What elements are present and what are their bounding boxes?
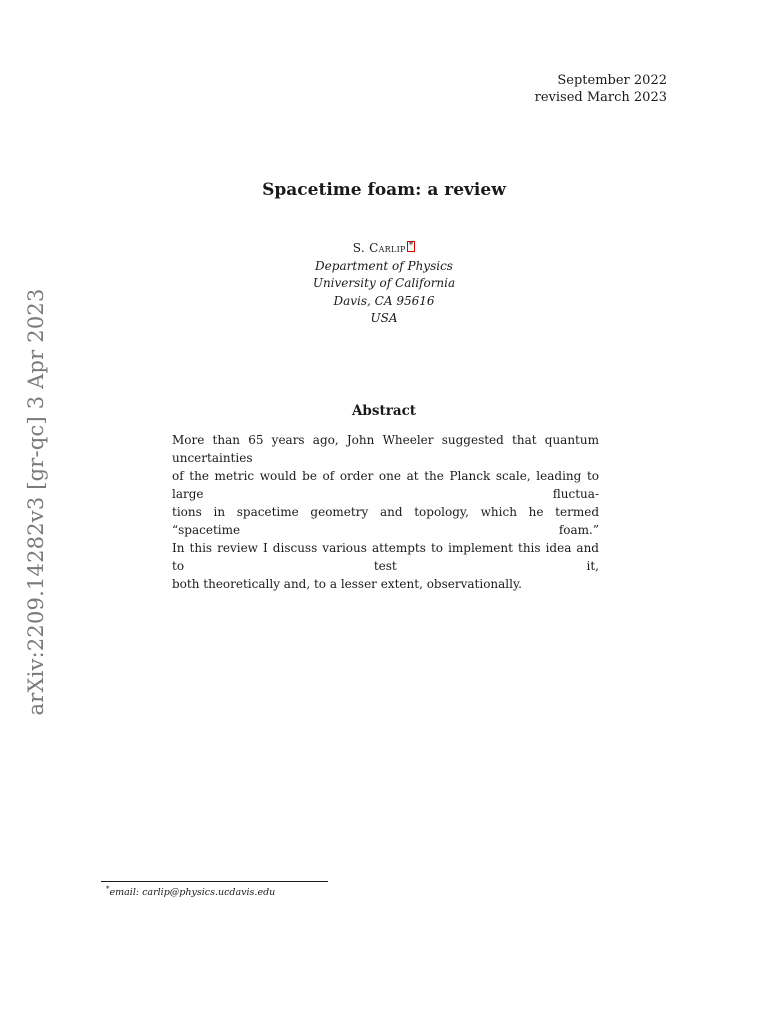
affiliation-city: Davis, CA 95616	[333, 293, 435, 308]
footnote-link[interactable]: *	[408, 241, 414, 251]
abstract-line: tions in spacetime geometry and topology, which he termed “spacetime foam.”	[172, 505, 599, 537]
abstract-line: More than 65 years ago, John Wheeler suggested that quantum uncertainties	[172, 433, 599, 465]
footnote-email: email: carlip@physics.ucdavis.edu	[109, 887, 276, 899]
footnote-divider	[101, 881, 328, 882]
author-block	[0, 240, 768, 328]
affiliation-country: USA	[370, 311, 398, 325]
author-line	[0, 240, 768, 258]
abstract-heading: Abstract	[351, 403, 417, 419]
footnote	[106, 885, 275, 898]
date-line: September 2022	[557, 73, 667, 88]
author-name: S. Carlip	[352, 241, 406, 255]
date-block	[535, 72, 667, 106]
affiliation-department: Department of Physics	[315, 258, 453, 273]
footnote-marker: *	[106, 885, 110, 893]
affiliation-university: University of California	[312, 276, 456, 290]
paper-title: Spacetime foam: a review	[262, 180, 506, 200]
abstract-line: of the metric would be of order one at the Planck scale, leading to large fluctua-	[172, 469, 599, 501]
arxiv-identifier-stamp: arXiv:2209.14282v3 [gr-qc] 3 Apr 2023	[24, 288, 48, 716]
revised-date-line: revised March 2023	[534, 90, 667, 105]
abstract-line: both theoretically and, to a lesser extent, observationally.	[172, 577, 522, 591]
abstract-body	[172, 431, 599, 593]
abstract-line: In this review I discuss various attempts to implement this idea and to test it,	[172, 541, 599, 573]
